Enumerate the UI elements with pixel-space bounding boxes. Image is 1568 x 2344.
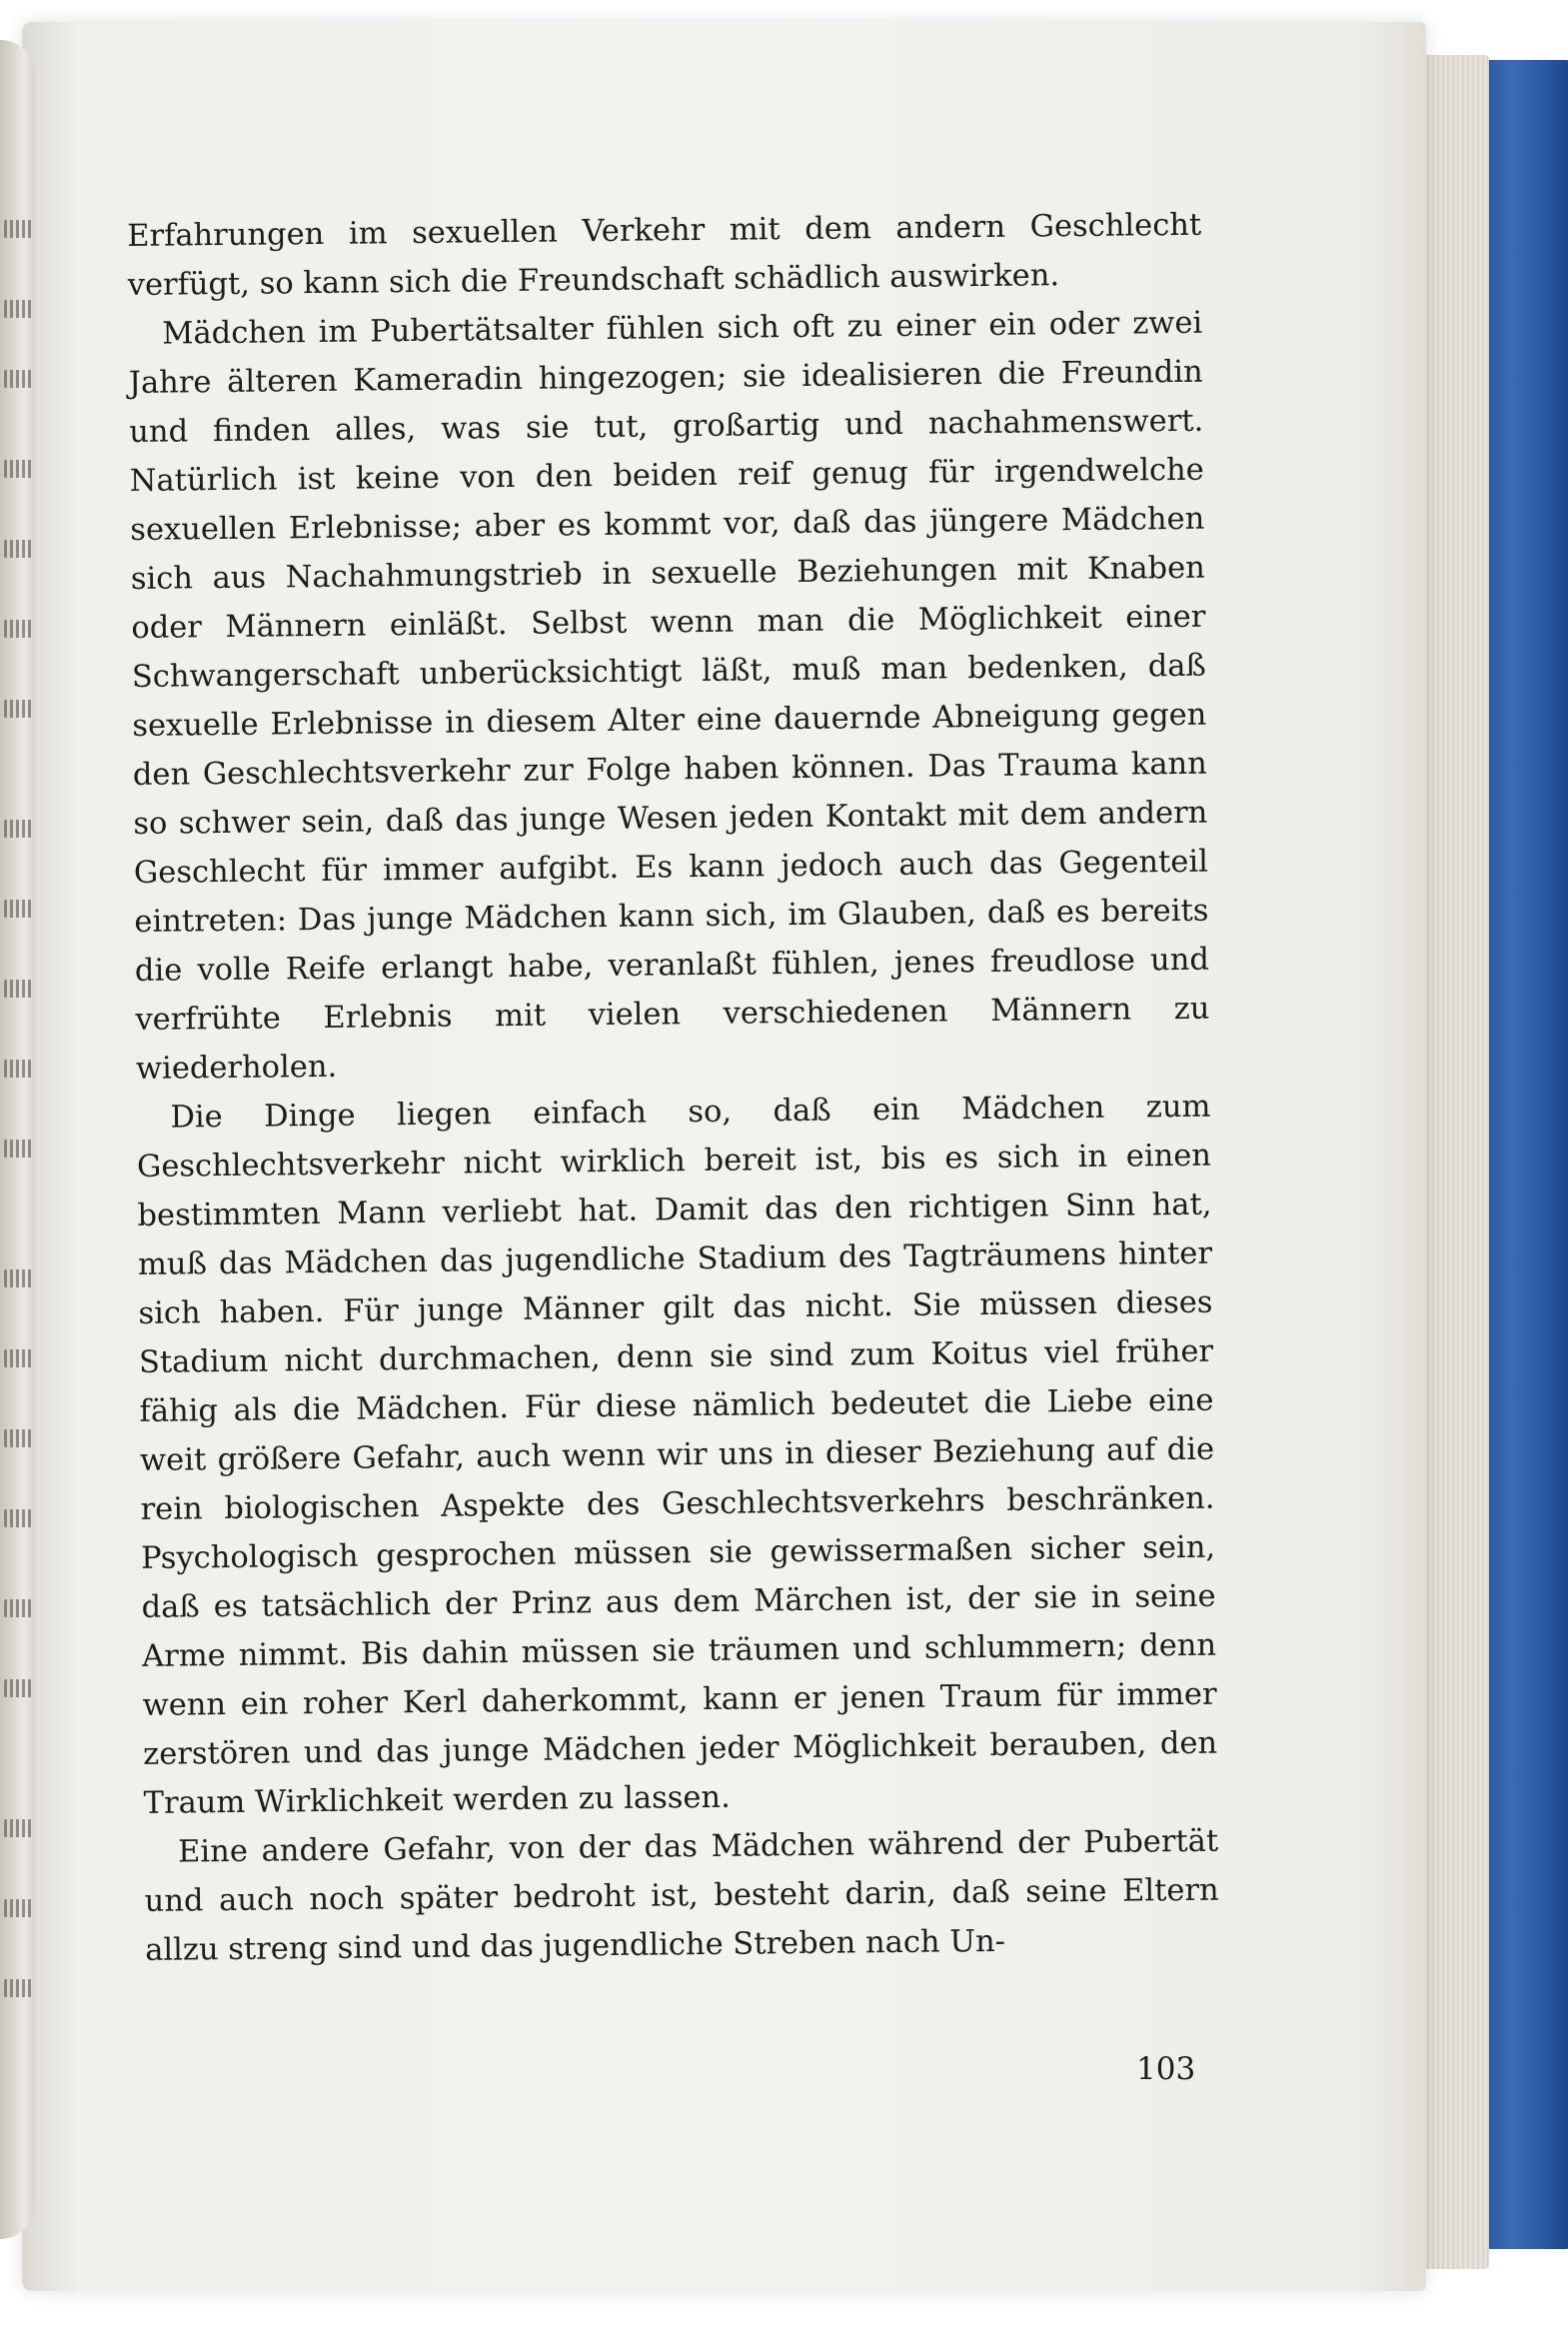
paragraph: Mädchen im Pubertätsalter fühlen sich oft zu einer ein oder zwei Jahre älteren Kameradin hingezogen; sie idealisieren die Freundin und finden alles, was sie tut, großartig und nachahmenswert. Natürlich ist keine von den beiden reif genug für irgendwelche sexuellen Erlebnisse; aber es kommt vor, daß das jüngere Mädchen sich aus Nachahmungstrieb in sexuelle Beziehungen mit Knaben oder Männern einläßt. Selbst wenn man die Möglichkeit einer Schwangerschaft unberücksichtigt läßt, muß man bedenken, daß sexuelle Erlebnisse in diesem Alter eine dauernde Abneigung gegen den Geschlechtsverkehr zur Folge haben können. Das Trauma kann so schwer sein, daß das junge Wesen jeden Kontakt mit dem andern Geschlecht für immer aufgibt. Es kann jedoch auch das Gegenteil eintreten: Das junge Mädchen kann sich, im Glauben, daß es bereits die volle Reife erlangt habe, veranlaßt fühlen, jenes freudlose und verfrühte Erlebnis mit vielen verschiedenen Männern zu wiederholen. [128,305,1210,1087]
paragraph: Die Dinge liegen einfach so, daß ein Mädchen zum Geschlechtsverkehr nicht wirklich bereit ist, bis es sich in einen bestimmten Mann verliebt hat. Damit das den richtigen Sinn hat, muß das Mädchen das jugendliche Stadium des Tagträumens hinter sich haben. Für junge Männer gilt das nicht. Sie müssen dieses Stadium nicht durchmachen, denn sie sind zum Koitus viel früher fähig als die Mädchen. Für diese nämlich bedeutet die Liebe eine weit größere Gefahr, auch wenn wir uns in dieser Beziehung auf die rein biologischen Aspekte des Geschlechtsverkehrs beschränken. Psychologisch gesprochen müssen sie gewissermaßen sicher sein, daß es tatsächlich der Prinz aus dem Märchen ist, der sie in seine Arme nimmt. Bis dahin müssen sie träumen und schlummern; denn wenn ein roher Kerl daherkommt, kann er jenen Traum für immer zerstören und das junge Mädchen jeder Möglichkeit berauben, den Traum Wirklichkeit werden zu lassen. [136,1089,1218,1821]
paragraph: Erfahrungen im sexuellen Verkehr mit dem andern Geschlecht verfügt, so kann sich die Freundschaft schädlich auswirken. [127,207,1202,303]
page-text [127,201,1219,1975]
facing-page-edge [0,40,35,2239]
book-page [22,22,1426,2291]
page-number: 103 [1136,2051,1196,2087]
paragraph: Eine andere Gefahr, von der das Mädchen während der Pubertät und auch noch später bedroht ist, besteht darin, daß seine Eltern allzu streng sind und das jugendliche Streben nach Un- [144,1823,1219,1968]
